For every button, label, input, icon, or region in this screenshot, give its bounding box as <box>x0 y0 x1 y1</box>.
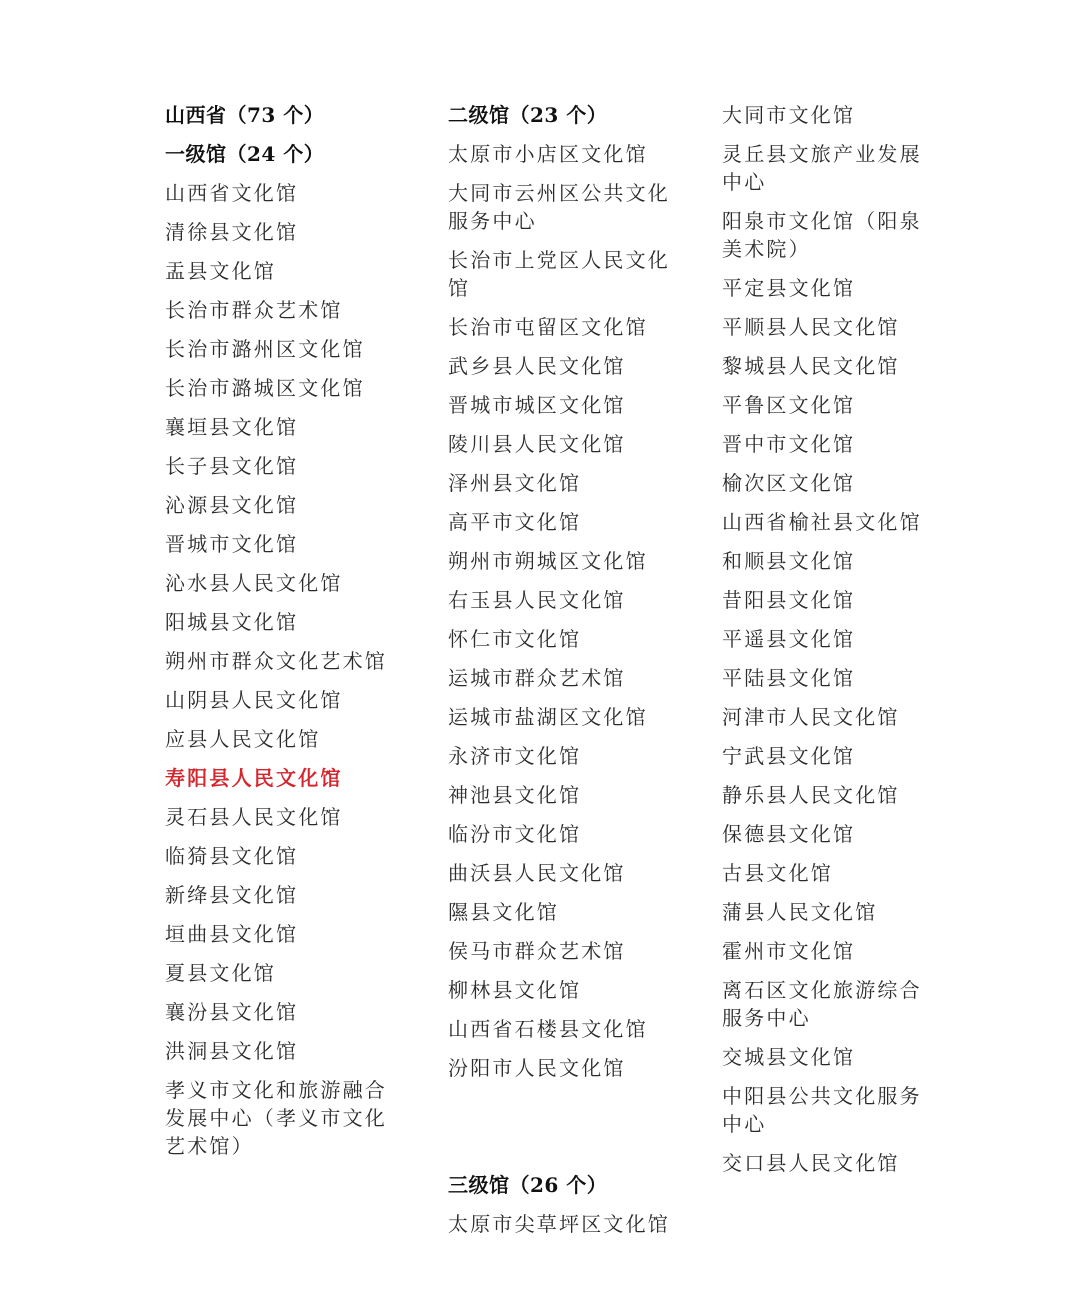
list-item: 蒲县人民文化馆 <box>722 900 878 924</box>
list-item: 朔州市群众文化艺术馆 <box>165 649 387 673</box>
list-item: 中阳县公共文化服务中心 <box>722 1084 922 1136</box>
list-item: 阳城县文化馆 <box>165 610 299 634</box>
list-item: 长治市屯留区文化馆 <box>448 315 648 339</box>
list-item: 武乡县人民文化馆 <box>448 354 626 378</box>
column-1 <box>165 101 400 1171</box>
list-item: 右玉县人民文化馆 <box>448 588 626 612</box>
list-item: 平遥县文化馆 <box>722 627 856 651</box>
list-item: 平顺县人民文化馆 <box>722 315 900 339</box>
list-item: 和顺县文化馆 <box>722 549 856 573</box>
list-item: 临汾市文化馆 <box>448 822 582 846</box>
list-item: 宁武县文化馆 <box>722 744 856 768</box>
level3-heading: 三级馆（26 个） <box>448 1173 608 1197</box>
list-item: 长治市群众艺术馆 <box>165 298 343 322</box>
list-item: 襄垣县文化馆 <box>165 415 299 439</box>
list-item: 夏县文化馆 <box>165 961 276 985</box>
list-item: 大同市云州区公共文化服务中心 <box>448 181 670 233</box>
list-item: 朔州市朔城区文化馆 <box>448 549 648 573</box>
list-item: 山西省石楼县文化馆 <box>448 1017 648 1041</box>
level1-heading: 一级馆（24 个） <box>165 142 325 166</box>
list-item: 河津市人民文化馆 <box>722 705 900 729</box>
list-item: 垣曲县文化馆 <box>165 922 299 946</box>
list-item: 陵川县人民文化馆 <box>448 432 626 456</box>
list-item: 保德县文化馆 <box>722 822 856 846</box>
list-item: 榆次区文化馆 <box>722 471 856 495</box>
list-item: 长治市潞州区文化馆 <box>165 337 365 361</box>
list-item: 昔阳县文化馆 <box>722 588 856 612</box>
list-item: 洪洞县文化馆 <box>165 1039 299 1063</box>
list-item: 沁水县人民文化馆 <box>165 571 343 595</box>
level2-heading: 二级馆（23 个） <box>448 103 608 127</box>
list-item: 盂县文化馆 <box>165 259 276 283</box>
list-item: 黎城县人民文化馆 <box>722 354 900 378</box>
list-item: 沁源县文化馆 <box>165 493 299 517</box>
list-item: 交城县文化馆 <box>722 1045 856 1069</box>
list-item: 灵石县人民文化馆 <box>165 805 343 829</box>
list-item: 山西省文化馆 <box>165 181 299 205</box>
list-item: 交口县人民文化馆 <box>722 1151 900 1175</box>
list-item: 大同市文化馆 <box>722 103 856 127</box>
list-item: 长治市上党区人民文化馆 <box>448 248 670 300</box>
column-3 <box>722 101 924 1188</box>
list-item: 汾阳市人民文化馆 <box>448 1056 626 1080</box>
list-item: 襄汾县文化馆 <box>165 1000 299 1024</box>
section-spacer <box>448 1093 670 1171</box>
highlighted-list-item: 寿阳县人民文化馆 <box>165 766 343 790</box>
list-item: 平定县文化馆 <box>722 276 856 300</box>
list-item: 临猗县文化馆 <box>165 844 299 868</box>
list-item: 霍州市文化馆 <box>722 939 856 963</box>
list-item: 山阴县人民文化馆 <box>165 688 343 712</box>
list-item: 平陆县文化馆 <box>722 666 856 690</box>
list-item: 新绛县文化馆 <box>165 883 299 907</box>
list-item: 晋中市文化馆 <box>722 432 856 456</box>
list-item: 离石区文化旅游综合服务中心 <box>722 978 922 1030</box>
list-item: 古县文化馆 <box>722 861 833 885</box>
column-2 <box>448 101 670 1249</box>
list-item: 灵丘县文旅产业发展中心 <box>722 142 922 194</box>
list-item: 太原市尖草坪区文化馆 <box>448 1212 670 1236</box>
list-item: 孝义市文化和旅游融合发展中心（孝义市文化艺术馆） <box>165 1078 387 1158</box>
list-item: 晋城市城区文化馆 <box>448 393 626 417</box>
list-item: 柳林县文化馆 <box>448 978 582 1002</box>
list-item: 曲沃县人民文化馆 <box>448 861 626 885</box>
list-item: 怀仁市文化馆 <box>448 627 582 651</box>
list-item: 侯马市群众艺术馆 <box>448 939 626 963</box>
list-item: 运城市盐湖区文化馆 <box>448 705 648 729</box>
list-item: 隰县文化馆 <box>448 900 559 924</box>
list-item: 运城市群众艺术馆 <box>448 666 626 690</box>
list-item: 阳泉市文化馆（阳泉美术院） <box>722 209 922 261</box>
list-item: 太原市小店区文化馆 <box>448 142 648 166</box>
list-item: 高平市文化馆 <box>448 510 582 534</box>
list-item: 平鲁区文化馆 <box>722 393 856 417</box>
list-item: 神池县文化馆 <box>448 783 582 807</box>
list-item: 清徐县文化馆 <box>165 220 299 244</box>
list-item: 泽州县文化馆 <box>448 471 582 495</box>
list-item: 静乐县人民文化馆 <box>722 783 900 807</box>
list-item: 山西省榆社县文化馆 <box>722 510 922 534</box>
list-item: 永济市文化馆 <box>448 744 582 768</box>
list-item: 长治市潞城区文化馆 <box>165 376 365 400</box>
list-item: 应县人民文化馆 <box>165 727 321 751</box>
list-item: 长子县文化馆 <box>165 454 299 478</box>
list-item: 晋城市文化馆 <box>165 532 299 556</box>
province-heading: 山西省（73 个） <box>165 103 325 127</box>
